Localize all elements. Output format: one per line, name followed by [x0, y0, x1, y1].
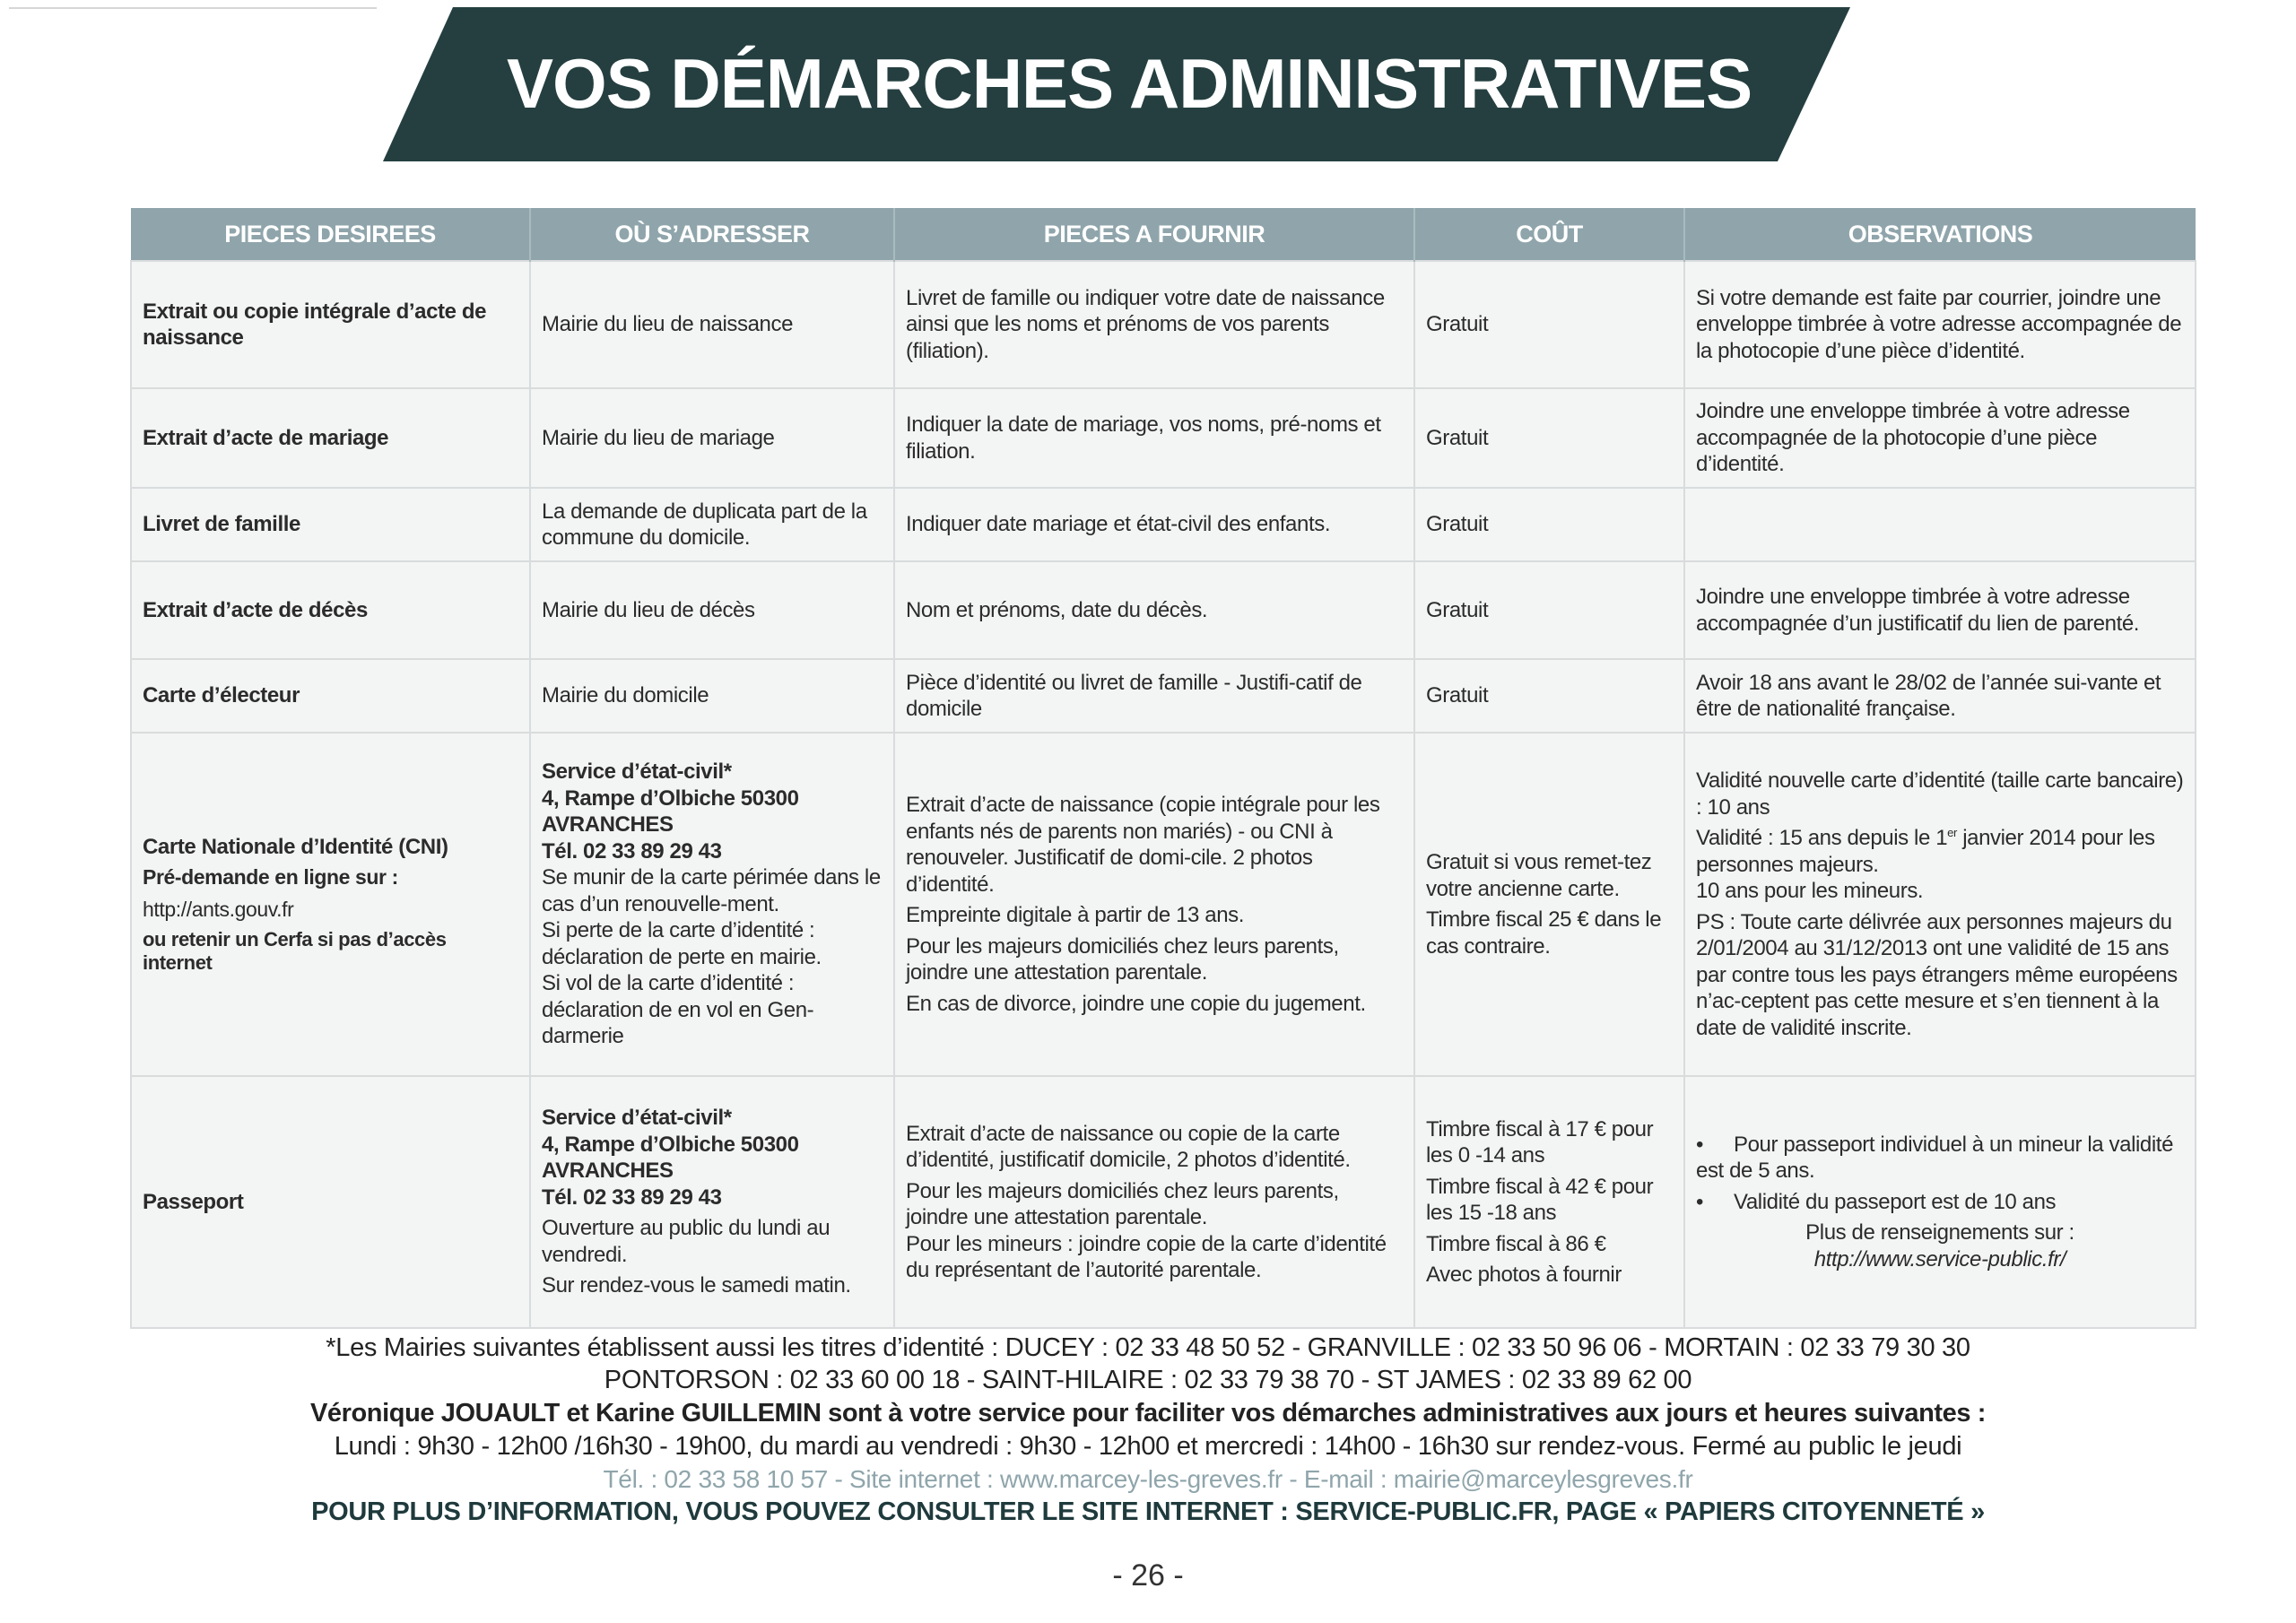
observations-cell: Avoir 18 ans avant le 28/02 de l’année sui-vante et être de nationalité française.: [1684, 659, 2196, 733]
obs-bullet: [1696, 1189, 2184, 1216]
obs-bullet-text: Validité du passeport est de 10 ans: [1734, 1189, 2057, 1214]
adresse-cell: La demande de duplicata part de la commune du domicile.: [530, 488, 894, 561]
piece-cell: Extrait d’acte de décès: [131, 561, 530, 659]
footer-contact: Tél. : 02 33 58 10 57 - Site internet : www.marcey-les-greves.fr - E-mail : mairie@marceylesgreves.fr: [603, 1465, 1693, 1493]
fournir-paragraph: Extrait d’acte de naissance ou copie de la carte d’identité, justificatif domicile, 2 photos d’identité.: [906, 1121, 1351, 1172]
adresse-cell: Mairie du lieu de mariage: [530, 388, 894, 488]
fournir-cell: Indiquer la date de mariage, vos noms, pré-noms et filiation.: [894, 388, 1414, 488]
observations-cell: [1684, 1076, 2196, 1328]
cout-cell: Gratuit: [1414, 261, 1684, 388]
adresse-note: Sur rendez-vous le samedi matin.: [542, 1273, 851, 1298]
bullet-icon: •: [1696, 1189, 1704, 1214]
ants-link[interactable]: http://ants.gouv.fr: [143, 897, 294, 921]
cout-paragraph: Timbre fiscal à 86 €: [1426, 1231, 1606, 1256]
adresse-note: Se munir de la carte périmée dans le cas d’un renouvelle-ment.: [542, 865, 881, 916]
fournir-cell: [894, 1076, 1414, 1328]
obs-paragraph: PS : Toute carte délivrée aux personnes majeurs du 2/01/2004 au 31/12/2013 ont une validité de 15 ans par contre tous les pays étrangers même européens n’ac-ceptent pas cette mesure et s’en tiennent à la date de validité inscrite.: [1696, 909, 2178, 1040]
obs-paragraph: [1696, 825, 2184, 878]
obs-text: janvier 2014 pour les personnes majeurs.: [1696, 826, 2155, 877]
cni-title: Carte Nationale d’Identité (CNI): [143, 834, 448, 859]
service-city: AVRANCHES: [542, 812, 674, 838]
page-number: - 26 -: [1112, 1558, 1184, 1593]
observations-cell: [1684, 733, 2196, 1076]
obs-text: Validité : 15 ans depuis le 1: [1696, 826, 1948, 850]
cout-cell: [1414, 1076, 1684, 1328]
piece-cell: Carte d’électeur: [131, 659, 530, 733]
header-pieces-a-fournir: PIECES A FOURNIR: [894, 208, 1414, 261]
fournir-paragraph: Pour les majeurs domiciliés chez leurs parents, joindre une attestation parentale.: [906, 933, 1339, 985]
piece-cell: Passeport: [131, 1076, 530, 1328]
footer-staff: Véronique JOUAULT et Karine GUILLEMIN sont à votre service pour faciliter vos démarches administratives aux jours et heures suivantes :: [309, 1399, 1987, 1428]
table-row-passeport: [131, 1076, 2196, 1328]
obs-superscript: er: [1947, 826, 1957, 839]
cout-cell: Gratuit: [1414, 561, 1684, 659]
footer-more-info: POUR PLUS D’INFORMATION, VOUS POUVEZ CONSULTER LE SITE INTERNET : SERVICE-PUBLIC.FR, PAGE « PAPIERS CITOYENNETÉ »: [311, 1497, 1985, 1526]
adresse-cell: Mairie du lieu de naissance: [530, 261, 894, 388]
service-public-link[interactable]: http://www.service-public.fr/: [1813, 1246, 2066, 1271]
observations-cell: Joindre une enveloppe timbrée à votre adresse accompagnée d’un justificatif du lien de parenté.: [1684, 561, 2196, 659]
cout-cell: [1414, 733, 1684, 1076]
cni-cerfa: ou retenir un Cerfa si pas d’accès internet: [143, 928, 447, 975]
service-phone: Tél. 02 33 89 29 43: [542, 1185, 722, 1210]
adresse-cell: [530, 1076, 894, 1328]
cout-paragraph: Gratuit si vous remet-tez votre ancienne carte.: [1426, 850, 1652, 901]
obs-bullet-text: Pour passeport individuel à un mineur la validité est de 5 ans.: [1696, 1132, 2174, 1184]
service-address: 4, Rampe d’Olbiche 50300: [542, 785, 799, 811]
fournir-paragraph: En cas de divorce, joindre une copie du jugement.: [906, 991, 1366, 1016]
footer-mairies-line2: PONTORSON : 02 33 60 00 18 - SAINT-HILAIRE : 02 33 79 38 70 - ST JAMES : 02 33 89 62 00: [604, 1366, 1692, 1394]
adresse-cell: [530, 733, 894, 1076]
piece-cell: Extrait d’acte de mariage: [131, 388, 530, 488]
cout-paragraph: Avec photos à fournir: [1426, 1263, 1622, 1287]
fournir-cell: [894, 733, 1414, 1076]
table-row: [131, 488, 2196, 561]
fournir-cell: Pièce d’identité ou livret de famille - Justifi-catif de domicile: [894, 659, 1414, 733]
page-title: VOS DÉMARCHES ADMINISTRATIVES: [507, 44, 1752, 123]
piece-cell: Extrait ou copie intégrale d’acte de naissance: [131, 261, 530, 388]
procedures-table: [130, 208, 2196, 1329]
header-observations: OBSERVATIONS: [1684, 208, 2196, 261]
cout-cell: Gratuit: [1414, 488, 1684, 561]
table-row-cni: [131, 733, 2196, 1076]
obs-paragraph: Validité nouvelle carte d’identité (taille carte bancaire) : 10 ans: [1696, 768, 2184, 820]
header-cout: COÛT: [1414, 208, 1684, 261]
footer-mairies-line1: *Les Mairies suivantes établissent aussi les titres d’identité : DUCEY : 02 33 48 50 52 - GRANVILLE : 02 33 50 96 06 - MORTAIN : 02 33 79 30 30: [326, 1333, 1970, 1362]
header-ou-sadresser: OÙ S’ADRESSER: [530, 208, 894, 261]
fournir-cell: Nom et prénoms, date du décès.: [894, 561, 1414, 659]
fournir-paragraph: Empreinte digitale à partir de 13 ans.: [906, 903, 1245, 927]
observations-cell: Joindre une enveloppe timbrée à votre adresse accompagnée de la photocopie d’une pièce d’identité.: [1684, 388, 2196, 488]
observations-cell: Si votre demande est faite par courrier, joindre une enveloppe timbrée à votre adresse accompagnée de la photocopie d’une pièce d’identité.: [1684, 261, 2196, 388]
adresse-note: Si vol de la carte d’identité : déclaration de en vol en Gen-darmerie: [542, 971, 814, 1049]
table-row: [131, 261, 2196, 388]
service-city: AVRANCHES: [542, 1159, 674, 1184]
footer-hours: Lundi : 9h30 - 12h00 /16h30 - 19h00, du mardi au vendredi : 9h30 - 12h00 et mercredi : 14h00 - 16h30 sur rendez-vous. Fermé au public le jeudi: [334, 1432, 1962, 1461]
adresse-cell: Mairie du lieu de décès: [530, 561, 894, 659]
piece-cell: Livret de famille: [131, 488, 530, 561]
obs-bullet: [1696, 1132, 2184, 1185]
bullet-icon: •: [1696, 1132, 1704, 1157]
fournir-paragraph: Pour les mineurs : joindre copie de la carte d’identité du représentant de l’autorité parentale.: [906, 1231, 1387, 1282]
cout-cell: Gratuit: [1414, 659, 1684, 733]
table-row: [131, 561, 2196, 659]
table-header-row: [131, 208, 2196, 261]
cni-predemande: Pré-demande en ligne sur :: [143, 865, 398, 890]
obs-paragraph: 10 ans pour les mineurs.: [1696, 879, 1924, 903]
service-phone: Tél. 02 33 89 29 43: [542, 838, 722, 864]
service-name: Service d’état-civil*: [542, 759, 732, 785]
fournir-cell: Indiquer date mariage et état-civil des enfants.: [894, 488, 1414, 561]
table-row: [131, 388, 2196, 488]
fournir-paragraph: Pour les majeurs domiciliés chez leurs parents, joindre une attestation parentale.: [906, 1178, 1339, 1229]
fournir-paragraph: Extrait d’acte de naissance (copie intégrale pour les enfants nés de parents non mariés) - ou CNI à renouveler. Justificatif de domi-cile. 2 photos d’identité.: [906, 793, 1380, 897]
observations-cell: [1684, 488, 2196, 561]
adresse-note: Ouverture au public du lundi au vendredi.: [542, 1216, 831, 1267]
table-row: [131, 659, 2196, 733]
cout-cell: Gratuit: [1414, 388, 1684, 488]
cout-paragraph: Timbre fiscal à 17 € pour les 0 -14 ans: [1426, 1116, 1654, 1167]
cout-paragraph: Timbre fiscal à 42 € pour les 15 -18 ans: [1426, 1174, 1654, 1225]
cout-paragraph: Timbre fiscal 25 € dans le cas contraire.: [1426, 907, 1662, 959]
adresse-cell: Mairie du domicile: [530, 659, 894, 733]
service-address: 4, Rampe d’Olbiche 50300: [542, 1132, 799, 1157]
header-pieces-desirees: PIECES DESIREES: [131, 208, 530, 261]
fournir-cell: Livret de famille ou indiquer votre date de naissance ainsi que les noms et prénoms de vos parents (filiation).: [894, 261, 1414, 388]
obs-more-info: Plus de renseignements sur :: [1805, 1220, 2074, 1245]
piece-cell: [131, 733, 530, 1076]
adresse-note: Si perte de la carte d’identité : déclaration de perte en mairie.: [542, 918, 822, 969]
service-name: Service d’état-civil*: [542, 1106, 732, 1131]
